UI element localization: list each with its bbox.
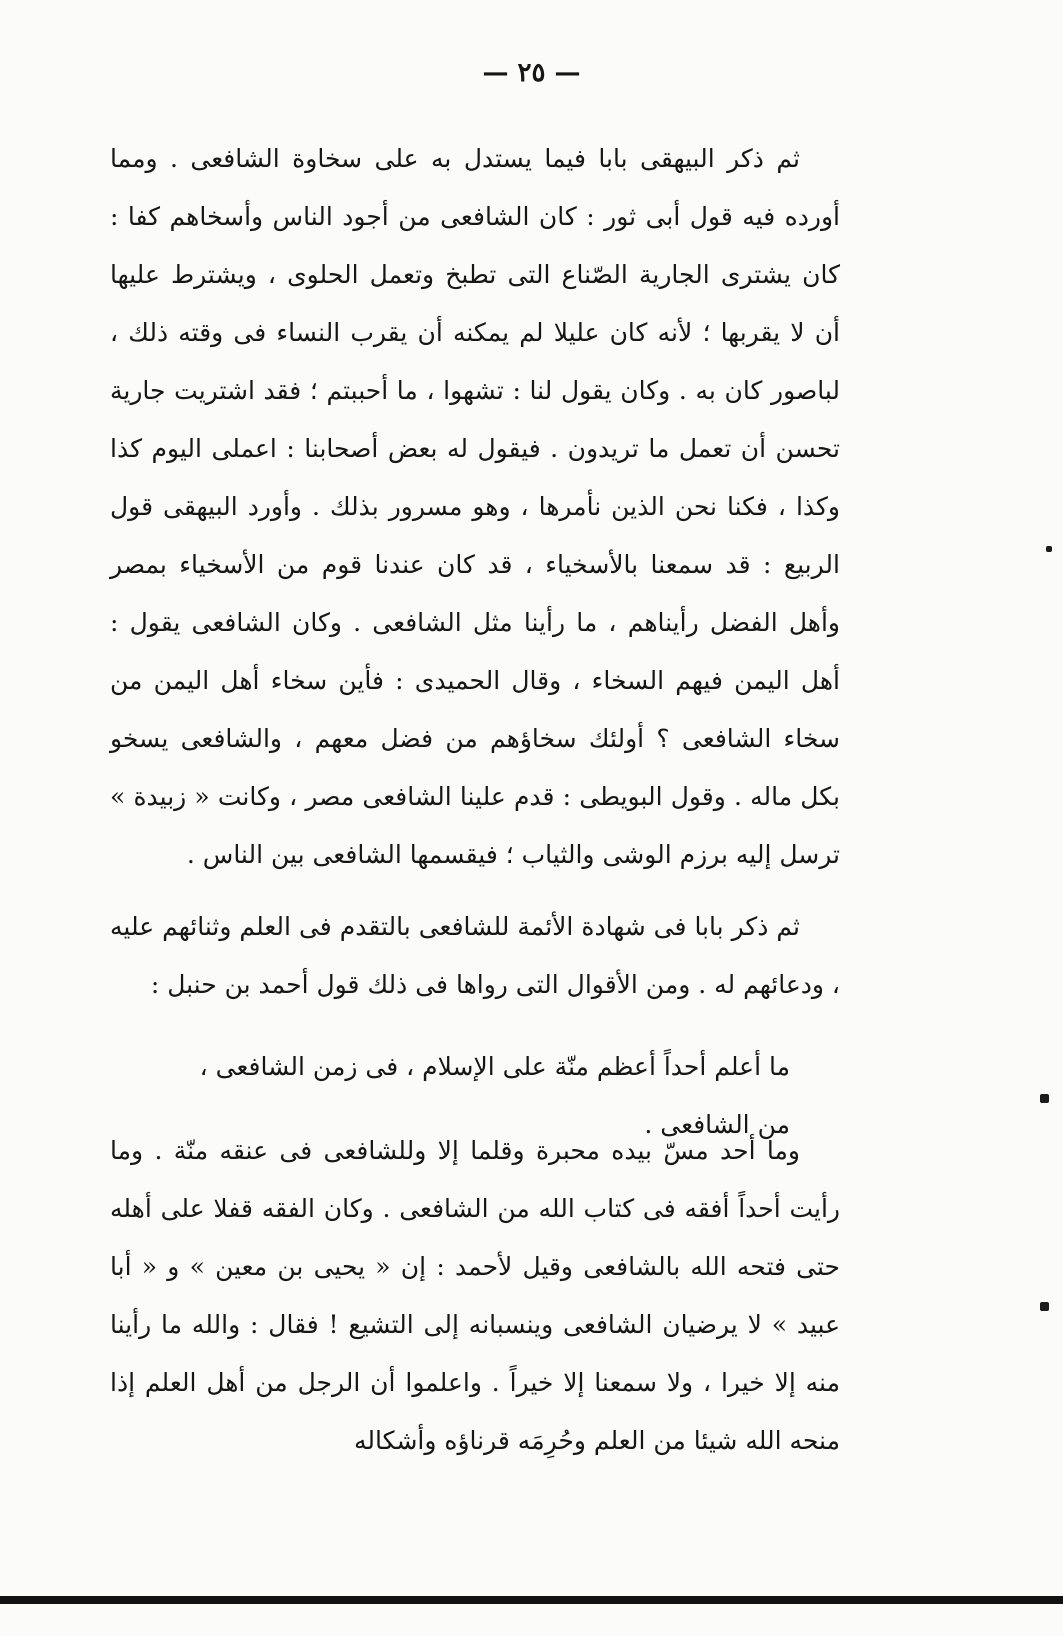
binding-mark <box>1040 1302 1049 1311</box>
binding-mark <box>1046 546 1052 552</box>
paragraph-text: ثم ذكر بابا فى شهادة الأئمة للشافعى بالتقدم فى العلم وثنائهم عليه ، ودعائهم له . ومن الأقوال التى رواها فى ذلك قول أحمد بن حنبل : <box>110 912 840 999</box>
quote-ahmad-ibn-hanbal: ما أعلم أحداً أعظم منّة على الإسلام ، فى زمن الشافعى ، من الشافعى . <box>199 1052 790 1139</box>
paragraph-text: ثم ذكر البيهقى بابا فيما يستدل به على سخاوة الشافعى . ومما أورده فيه قول أبى ثور : كان الشافعى من أجود الناس وأسخاهم كفا : كان يشترى الجارية الصّناع التى تطبخ وتعمل الحلوى ، ويشترط عليها أن لا يقربها ؛ لأنه كان عليلا لم يمكنه أن يقرب النساء فى وقته ذلك ، لباصور كان به . وكان يقول لنا : تشهوا ، ما أحببتم ؛ فقد اشتريت جارية تحسن أن تعمل ما تريدون . فيقول له بعض أصحابنا : اعملى اليوم كذا وكذا ، فكنا نحن الذين نأمرها ، وهو مسرور بذلك . وأورد البيهقى قول الربيع : قد سمعنا بالأسخياء ، قد كان عندنا قوم من الأسخياء بمصر وأهل الفضل رأيناهم ، ما رأينا مثل الشافعى . وكان الشافعى يقول : أهل اليمن فيهم السخاء ، وقال الحميدى : فأين سخاء أهل اليمن من سخاء الشافعى ؟ أولئك سخاؤهم من فضل معهم ، والشافعى يسخو بكل ماله . وقول البويطى : قدم علينا الشافعى مصر ، وكانت « زبيدة » ترسل إليه برزم الوشى والثياب ؛ فيقسمها الشافعى بين الناس . <box>110 144 840 869</box>
page-number: — ٢٥ — <box>482 58 581 88</box>
paragraph-imams-testimony <box>110 898 840 1014</box>
paragraph-ahmad-sayings <box>110 1122 840 1470</box>
paragraph-generosity <box>110 130 840 884</box>
binding-mark <box>1040 1094 1049 1103</box>
page-bottom-edge <box>0 1596 1063 1604</box>
paragraph-text: وما أحد مسّ بيده محبرة وقلما إلا وللشافعى فى عنقه منّة . وما رأيت أحداً أفقه فى كتاب الله من الشافعى . وكان الفقه قفلا على أهله حتى فتحه الله بالشافعى وقيل لأحمد : إن « يحيى بن معين » و « أبا عبيد » لا يرضيان الشافعى وينسبانه إلى التشيع ! فقال : والله ما رأينا منه إلا خيرا ، ولا سمعنا إلا خيراً . واعلموا أن الرجل من أهل العلم إذا منحه الله شيئا من العلم وحُرِمَه قرناؤه وأشكاله <box>110 1136 840 1455</box>
